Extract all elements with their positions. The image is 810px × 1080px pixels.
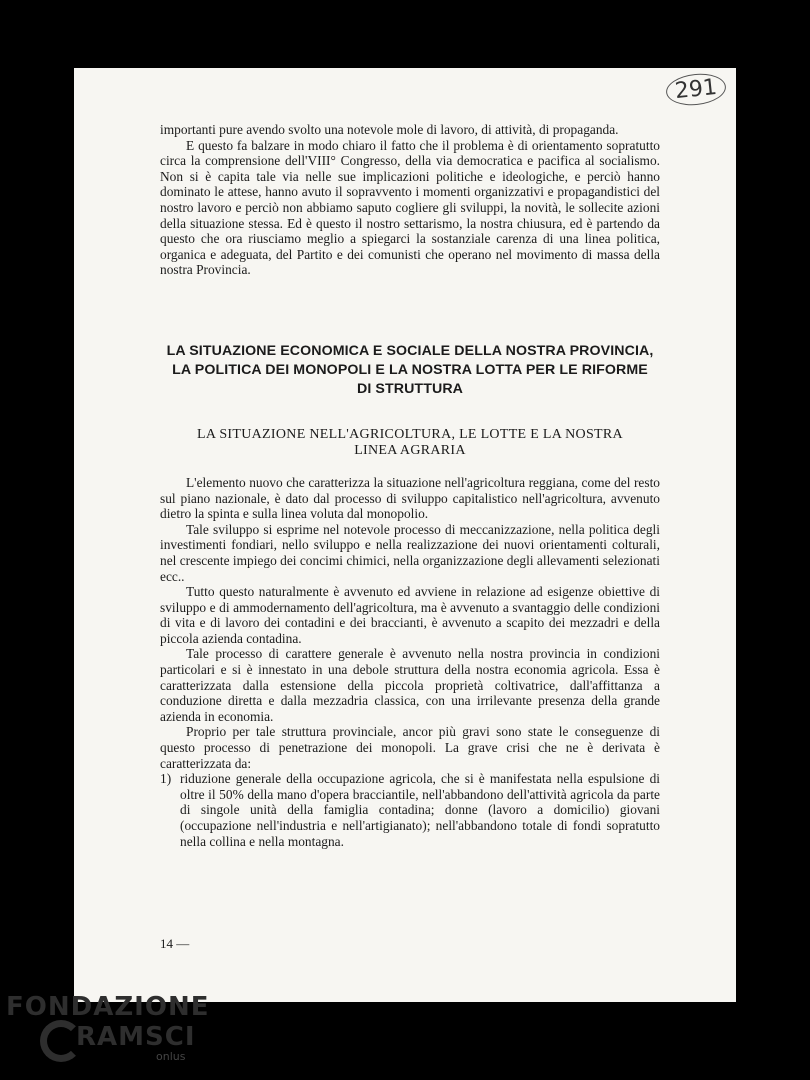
subsection-heading-line-1: LA SITUAZIONE NELL'AGRICOLTURA, LE LOTTE E LA NOSTRA [197,426,623,442]
body-paragraph-5: Proprio per tale struttura provinciale, ancor più gravi sono state le conseguenze di questo processo di penetrazione dei monopoli. La grave crisi che ne è derivata è caratterizzata da: [160,724,660,771]
body-paragraph-3: Tutto questo naturalmente è avvenuto ed avviene in relazione ad esigenze obiettive di sviluppo e di ammodernamento dell'agricoltura, ma è avvenuto a svantaggio delle condizioni di vita e di lavoro dei contadini e dei braccianti, è avvenuto a scapito dei mezzadri e della piccola azienda contadina. [160,584,660,646]
list-item-number: 1) [160,771,172,787]
archive-watermark [6,992,210,1063]
list-item [160,771,660,849]
section-heading-line-2: LA POLITICA DEI MONOPOLI E LA NOSTRA LOTTA PER LE RIFORME [172,361,648,378]
watermark-line-1: FONDAZIONE [6,992,210,1022]
body-paragraph-1: L'elemento nuovo che caratterizza la situazione nell'agricoltura reggiana, come del resto sul piano nazionale, è dato dal processo di sviluppo capitalistico nell'agricoltura, avvenuto dietro la spinta e sulla linea voluta dal monopolio. [160,474,660,522]
intro-paragraph-2: E questo fa balzare in modo chiaro il fatto che il problema è di orientamento sopratutto circa la comprensione dell'VIII° Congresso, della via democratica e pacifica al socialismo. Non si è capita tale via nelle sue implicazioni politiche e ideologiche, e perciò hanno dominato le attese, hanno avuto il sopravvento i momenti organizzativi e propagandistici del nostro lavoro e perciò non abbiamo saputo cogliere gli sviluppi, la novità, le sollecite azioni della situazione stessa. Ed è questo il nostro settarismo, la nostra chiusura, ed è partendo da questo che ora riusciamo meglio a spiegarci la sostanziale carenza di una linea politica, organica e adeguata, del Partito e dei comunisti che operano nel movimento di massa della nostra Provincia. [160,137,660,278]
body-paragraph-4: Tale processo di carattere generale è avvenuto nella nostra provincia in condizioni particolari e si è innestato in una debole struttura della nostra economia agricola. Essa è caratterizzata dalla estensione della piccola proprietà coltivatrice, dall'affittanza a conduzione diretta e dalla mezzadria classica, con una irrilevante presenza della grande azienda in economia. [160,646,660,724]
section-heading [160,342,660,399]
watermark-g-logo-icon [40,1020,82,1062]
subsection-heading [160,427,660,459]
watermark-line-2: RAMSCI [76,1022,196,1052]
intro-paragraph-1: importanti pure avendo svolto una notevole mole di lavoro, di attività, di propaganda. [160,122,619,137]
section-heading-line-1: LA SITUAZIONE ECONOMICA E SOCIALE DELLA NOSTRA PROVINCIA, [166,342,654,359]
body-paragraph-2: Tale sviluppo si esprime nel notevole processo di meccanizzazione, nella politica degli investimenti fondiari, nello sviluppo e nella realizzazione dei nuovi orientamenti colturali, nel crescente impiego dei concimi chimici, nella organizzazione degli allevamenti selezionati ecc.. [160,521,660,584]
page-number: 14 — [160,936,190,951]
document-page [74,68,736,1002]
watermark-small: onlus [156,1050,186,1063]
section-heading-line-3: DI STRUTTURA [356,380,464,397]
page-content [160,122,660,849]
subsection-heading-line-2: LINEA AGRARIA [354,442,466,458]
handwritten-sheet-number: 291 [665,71,728,108]
list-item-text: riduzione generale della occupazione agricola, che si è manifestata nella espulsione di oltre il 50% della mano d'opera bracciantile, nell'abbandono dell'attività agricola da parte di singole unità della famiglia contadina; donne (lavoro a domicilio) giovani (occupazione nell'industria e nell'artigianato); nell'abbandono totale di fondi sopratutto nella collina e nella montagna. [180,771,660,849]
